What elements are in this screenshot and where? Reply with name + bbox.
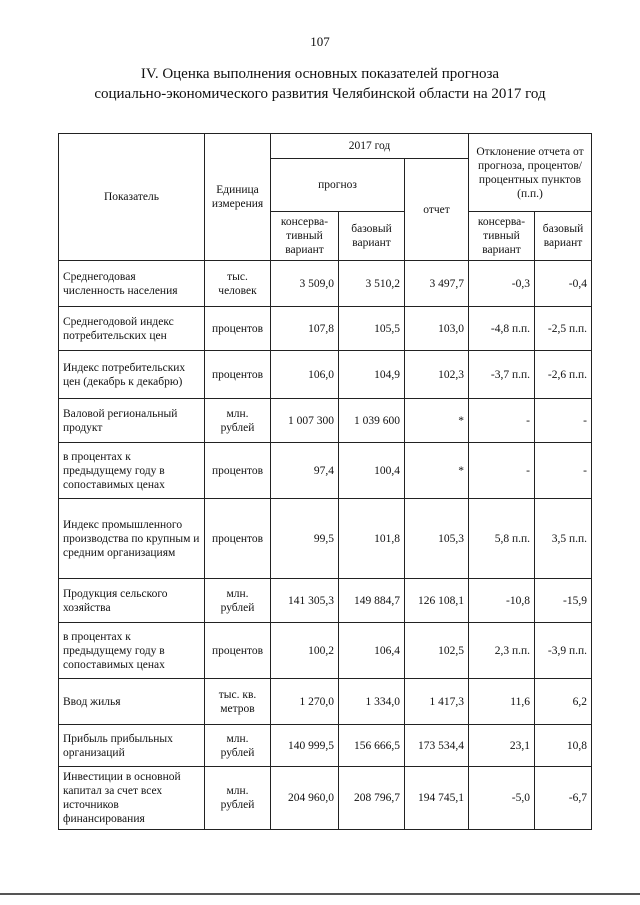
- deviation-base-cell: -2,6 п.п.: [535, 351, 592, 399]
- forecast-conservative-cell: 140 999,5: [271, 725, 339, 767]
- report-cell: 173 534,4: [405, 725, 469, 767]
- header-forecast: прогноз: [271, 159, 405, 212]
- forecast-conservative-cell: 3 509,0: [271, 261, 339, 307]
- header-conservative: консерва-тивный вариант: [271, 212, 339, 261]
- unit-cell: тыс. человек: [205, 261, 271, 307]
- unit-cell: процентов: [205, 351, 271, 399]
- indicator-cell: Среднегодовая численность населения: [59, 261, 205, 307]
- deviation-base-cell: -: [535, 443, 592, 499]
- table-row: [59, 351, 592, 399]
- page-title: [40, 64, 600, 104]
- table-row: [59, 261, 592, 307]
- header-deviation-base: базовый вариант: [535, 212, 592, 261]
- report-cell: 102,5: [405, 623, 469, 679]
- deviation-conservative-cell: 23,1: [469, 725, 535, 767]
- deviation-base-cell: 10,8: [535, 725, 592, 767]
- unit-cell: млн. рублей: [205, 725, 271, 767]
- bottom-border: [0, 893, 640, 895]
- indicator-cell: в процентах к предыдущему году в сопоставимых ценах: [59, 443, 205, 499]
- forecast-base-cell: 106,4: [339, 623, 405, 679]
- table-row: [59, 443, 592, 499]
- deviation-base-cell: 6,2: [535, 679, 592, 725]
- forecast-conservative-cell: 1 007 300: [271, 399, 339, 443]
- forecast-base-cell: 105,5: [339, 307, 405, 351]
- deviation-base-cell: -: [535, 399, 592, 443]
- forecast-base-cell: 156 666,5: [339, 725, 405, 767]
- indicator-cell: Прибыль прибыльных организаций: [59, 725, 205, 767]
- deviation-conservative-cell: 11,6: [469, 679, 535, 725]
- forecast-base-cell: 104,9: [339, 351, 405, 399]
- deviation-base-cell: 3,5 п.п.: [535, 499, 592, 579]
- unit-cell: млн. рублей: [205, 767, 271, 830]
- deviation-conservative-cell: -4,8 п.п.: [469, 307, 535, 351]
- header-deviation-conservative: консерва-тивный вариант: [469, 212, 535, 261]
- indicator-cell: Валовой региональный продукт: [59, 399, 205, 443]
- unit-cell: млн. рублей: [205, 579, 271, 623]
- indicator-cell: Среднегодовой индекс потребительских цен: [59, 307, 205, 351]
- forecast-conservative-cell: 99,5: [271, 499, 339, 579]
- header-report: отчет: [405, 159, 469, 261]
- unit-cell: тыс. кв. метров: [205, 679, 271, 725]
- forecast-base-cell: 1 334,0: [339, 679, 405, 725]
- forecast-conservative-cell: 204 960,0: [271, 767, 339, 830]
- table-row: [59, 307, 592, 351]
- unit-cell: процентов: [205, 499, 271, 579]
- report-cell: 1 417,3: [405, 679, 469, 725]
- forecast-conservative-cell: 1 270,0: [271, 679, 339, 725]
- header-base: базовый вариант: [339, 212, 405, 261]
- header-unit: Единица измерения: [205, 134, 271, 261]
- table-row: [59, 499, 592, 579]
- header-indicator: Показатель: [59, 134, 205, 261]
- deviation-base-cell: -2,5 п.п.: [535, 307, 592, 351]
- unit-cell: процентов: [205, 443, 271, 499]
- forecast-conservative-cell: 97,4: [271, 443, 339, 499]
- deviation-conservative-cell: -3,7 п.п.: [469, 351, 535, 399]
- unit-cell: процентов: [205, 307, 271, 351]
- forecast-base-cell: 208 796,7: [339, 767, 405, 830]
- report-cell: 102,3: [405, 351, 469, 399]
- report-cell: 3 497,7: [405, 261, 469, 307]
- table-row: [59, 623, 592, 679]
- report-cell: 103,0: [405, 307, 469, 351]
- indicator-cell: Инвестиции в основной капитал за счет всех источников финансирования: [59, 767, 205, 830]
- deviation-conservative-cell: -: [469, 443, 535, 499]
- forecast-base-cell: 3 510,2: [339, 261, 405, 307]
- header-year: 2017 год: [271, 134, 469, 159]
- unit-cell: млн. рублей: [205, 399, 271, 443]
- forecast-base-cell: 101,8: [339, 499, 405, 579]
- unit-cell: процентов: [205, 623, 271, 679]
- table-row: [59, 399, 592, 443]
- title-line-1: IV. Оценка выполнения основных показателей прогноза: [140, 66, 500, 82]
- table-header: [59, 134, 592, 261]
- report-cell: *: [405, 443, 469, 499]
- indicator-cell: Продукция сельского хозяйства: [59, 579, 205, 623]
- deviation-conservative-cell: -5,0: [469, 767, 535, 830]
- indicator-cell: в процентах к предыдущему году в сопоставимых ценах: [59, 623, 205, 679]
- report-cell: 194 745,1: [405, 767, 469, 830]
- report-cell: 105,3: [405, 499, 469, 579]
- indicator-cell: Ввод жилья: [59, 679, 205, 725]
- table-row: [59, 767, 592, 830]
- deviation-conservative-cell: -: [469, 399, 535, 443]
- forecast-base-cell: 149 884,7: [339, 579, 405, 623]
- table-row: [59, 579, 592, 623]
- forecast-conservative-cell: 107,8: [271, 307, 339, 351]
- deviation-base-cell: -15,9: [535, 579, 592, 623]
- deviation-conservative-cell: 5,8 п.п.: [469, 499, 535, 579]
- indicator-cell: Индекс промышленного производства по крупным и средним организациям: [59, 499, 205, 579]
- deviation-conservative-cell: -10,8: [469, 579, 535, 623]
- deviation-base-cell: -0,4: [535, 261, 592, 307]
- deviation-conservative-cell: 2,3 п.п.: [469, 623, 535, 679]
- forecast-base-cell: 1 039 600: [339, 399, 405, 443]
- forecast-conservative-cell: 100,2: [271, 623, 339, 679]
- forecast-conservative-cell: 106,0: [271, 351, 339, 399]
- table-body: [59, 261, 592, 830]
- report-cell: 126 108,1: [405, 579, 469, 623]
- deviation-base-cell: -6,7: [535, 767, 592, 830]
- table-row: [59, 679, 592, 725]
- deviation-base-cell: -3,9 п.п.: [535, 623, 592, 679]
- indicator-cell: Индекс потребительских цен (декабрь к декабрю): [59, 351, 205, 399]
- forecast-conservative-cell: 141 305,3: [271, 579, 339, 623]
- page-number: 107: [310, 34, 330, 49]
- header-deviation: Отклонение отчета от прогноза, процентов/ процентных пунктов (п.п.): [469, 134, 592, 212]
- report-table: [58, 133, 592, 830]
- report-cell: *: [405, 399, 469, 443]
- deviation-conservative-cell: -0,3: [469, 261, 535, 307]
- table-row: [59, 725, 592, 767]
- forecast-base-cell: 100,4: [339, 443, 405, 499]
- title-line-2: социально-экономического развития Челябинской области на 2017 год: [94, 86, 546, 102]
